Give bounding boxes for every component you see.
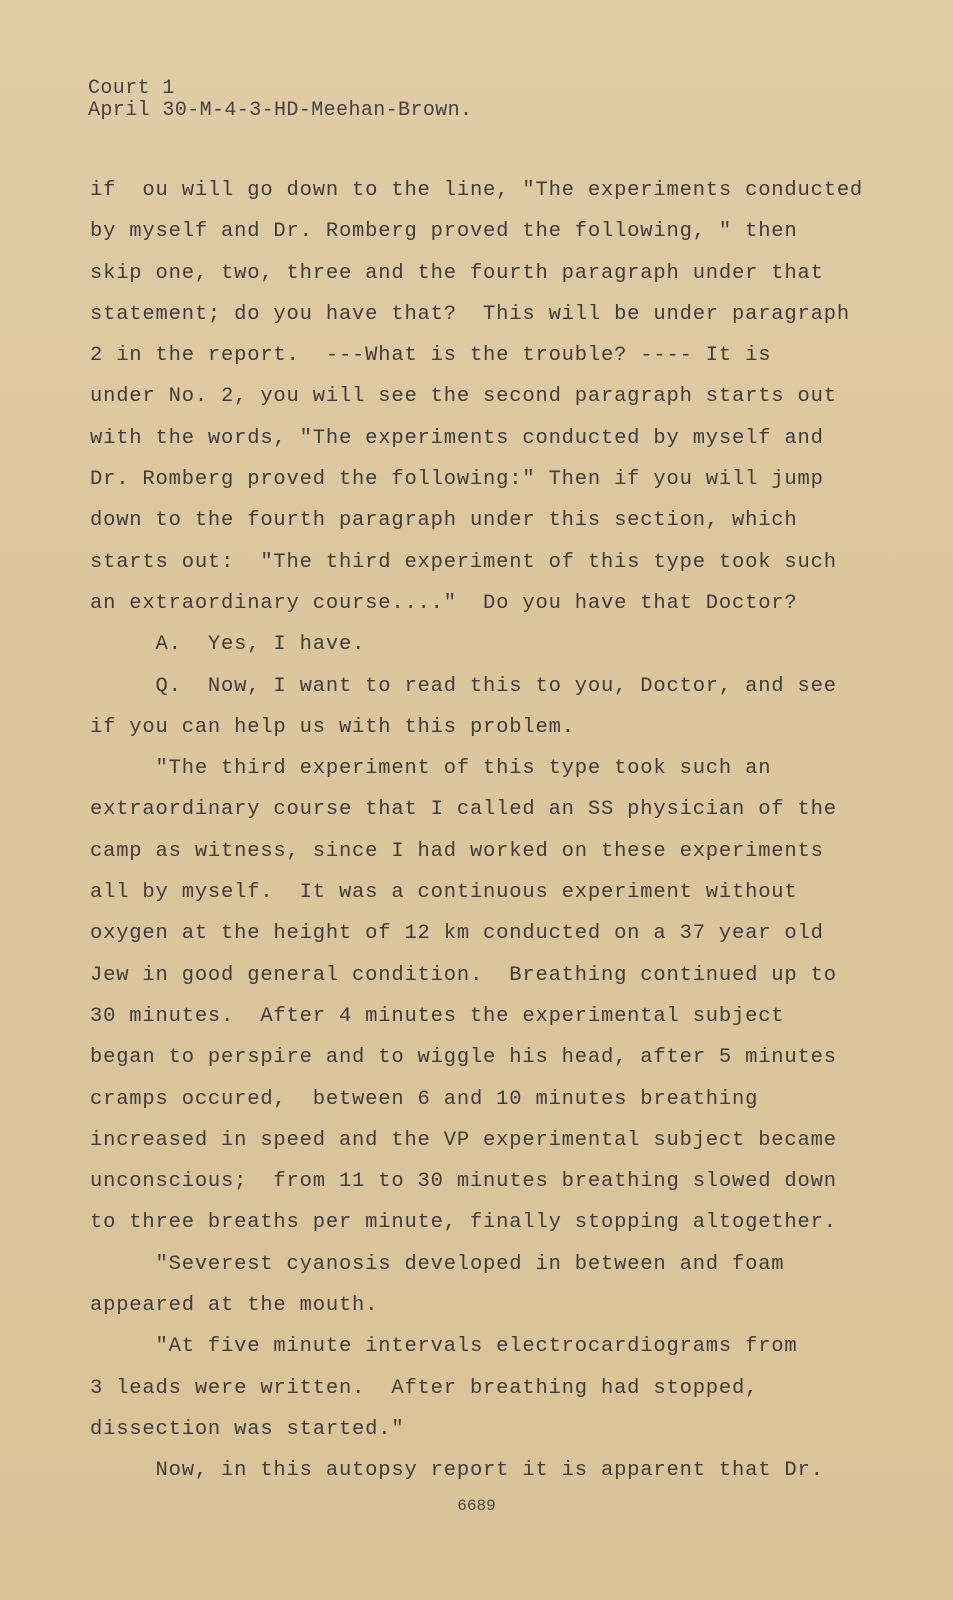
transcript-line: by myself and Dr. Romberg proved the following, " then <box>90 220 798 244</box>
transcript-line: down to the fourth paragraph under this section, which <box>90 509 798 533</box>
page-number: 6689 <box>457 1497 496 1515</box>
quoted-report-line: "The third experiment of this type took such an <box>90 757 772 781</box>
quoted-report-line: "Severest cyanosis developed in between and foam <box>90 1252 785 1276</box>
answer-line: A. Yes, I have. <box>90 633 366 657</box>
transcript-line: starts out: "The third experiment of this type took such <box>90 550 837 574</box>
transcript-line: 2 in the report. ---What is the trouble? ---- It is <box>90 344 772 368</box>
quoted-report-line: Jew in good general condition. Breathing continued up to <box>90 963 837 987</box>
transcript-line: under No. 2, you will see the second paragraph starts out <box>90 385 837 409</box>
quoted-report-line: camp as witness, since I had worked on these experiments <box>90 839 824 863</box>
court-label: Court 1 <box>88 77 175 100</box>
quoted-report-line: increased in speed and the VP experimental subject became <box>90 1128 837 1152</box>
document-header <box>88 78 472 122</box>
transcript-line: if ou will go down to the line, "The experiments conducted <box>90 179 864 202</box>
transcript-body <box>90 170 864 1492</box>
transcript-line: Dr. Romberg proved the following:" Then if you will jump <box>90 468 824 492</box>
question-line: Q. Now, I want to read this to you, Doctor, and see <box>90 674 837 698</box>
transcript-line: Now, in this autopsy report it is apparent that Dr. <box>90 1459 824 1483</box>
quoted-report-line: to three breaths per minute, finally stopping altogether. <box>90 1211 837 1235</box>
transcript-line: statement; do you have that? This will be under paragraph <box>90 302 850 326</box>
quoted-report-line: unconscious; from 11 to 30 minutes breathing slowed down <box>90 1170 837 1194</box>
quoted-report-line: 3 leads were written. After breathing had stopped, <box>90 1376 759 1400</box>
transcript-line: an extraordinary course...." Do you have that Doctor? <box>90 591 798 615</box>
quoted-report-line: oxygen at the height of 12 km conducted on a 37 year old <box>90 922 824 946</box>
quoted-report-line: cramps occured, between 6 and 10 minutes breathing <box>90 1087 759 1111</box>
quoted-report-line: began to perspire and to wiggle his head, after 5 minutes <box>90 1046 837 1070</box>
transcript-line: with the words, "The experiments conducted by myself and <box>90 426 824 450</box>
transcript-line: skip one, two, three and the fourth paragraph under that <box>90 261 824 285</box>
quoted-report-line: "At five minute intervals electrocardiograms from <box>90 1335 798 1359</box>
transcript-line: if you can help us with this problem. <box>90 715 575 739</box>
quoted-report-line: extraordinary course that I called an SS physician of the <box>90 798 837 822</box>
quoted-report-line: dissection was started." <box>90 1417 405 1441</box>
quoted-report-line: appeared at the mouth. <box>90 1294 379 1318</box>
quoted-report-line: all by myself. It was a continuous experiment without <box>90 881 798 905</box>
quoted-report-line: 30 minutes. After 4 minutes the experimental subject <box>90 1004 785 1028</box>
session-reference: April 30-M-4-3-HD-Meehan-Brown. <box>88 99 473 122</box>
